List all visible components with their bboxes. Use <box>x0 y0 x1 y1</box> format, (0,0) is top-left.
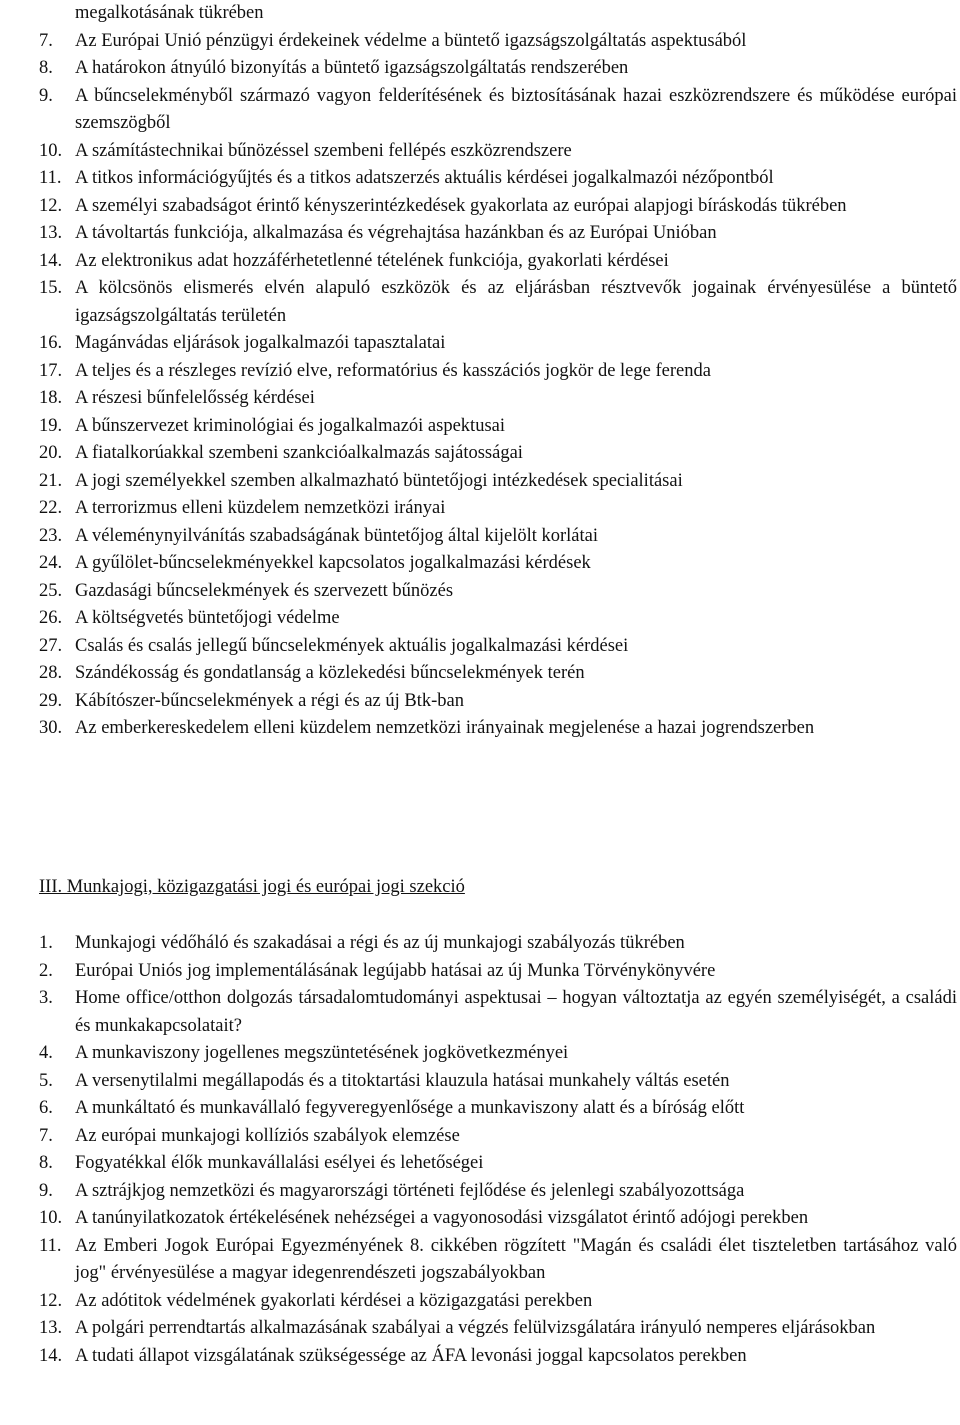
list-item <box>0 275 960 330</box>
list-item <box>0 468 960 496</box>
list-item <box>0 715 960 743</box>
list-item <box>0 1095 960 1123</box>
item-text: A részesi bűnfelelősség kérdései <box>75 388 315 408</box>
item-text: A jogi személyekkel szemben alkalmazható büntetőjogi intézkedések specialitásai <box>75 470 683 491</box>
item-number: 14. <box>39 1345 63 1366</box>
list-item <box>0 440 960 468</box>
continuation-line: megalkotásának tükrében <box>75 3 264 23</box>
item-text: A távoltartás funkciója, alkalmazása és végrehajtása hazánkban és az Európai Unióban <box>75 223 717 243</box>
item-text: A határokon átnyúló bizonyítás a büntető igazságszolgáltatás rendszerében <box>75 58 629 78</box>
list-item <box>0 985 960 1040</box>
item-text: Fogyatékkal élők munkavállalási esélyei és lehetőségei <box>75 1153 484 1173</box>
item-number: 2. <box>39 960 53 981</box>
item-number: 11. <box>39 1235 62 1256</box>
item-number: 12. <box>39 195 63 216</box>
item-number: 27. <box>39 635 63 656</box>
item-text: Az elektronikus adat hozzáférhetetlenné tételének funkciója, gyakorlati kérdései <box>75 250 669 271</box>
list-item <box>0 930 960 958</box>
list-item <box>0 1288 960 1316</box>
item-number: 23. <box>39 525 63 546</box>
item-text: A terrorizmus elleni küzdelem nemzetközi irányai <box>75 498 446 518</box>
list-item <box>0 413 960 441</box>
topic-list-labour-admin-eu <box>0 930 960 1370</box>
item-text: A számítástechnikai bűnözéssel szembeni fellépés eszközrendszere <box>75 140 572 161</box>
list-item <box>0 1123 960 1151</box>
list-item <box>0 1205 960 1233</box>
item-number: 18. <box>39 388 63 408</box>
item-text: A munkaviszony jogellenes megszüntetésének jogkövetkezményei <box>75 1043 569 1063</box>
item-number: 28. <box>39 663 63 683</box>
list-item <box>0 220 960 248</box>
list-item <box>0 1315 960 1343</box>
item-text: A személyi szabadságot érintő kényszerintézkedések gyakorlata az európai alapjogi bíráskodás tükrében <box>75 195 847 216</box>
item-text: A versenytilalmi megállapodás és a titoktartási klauzula hatásai munkahely váltás esetén <box>75 1070 730 1091</box>
list-item <box>0 1233 960 1288</box>
item-number: 7. <box>39 30 53 51</box>
list-item <box>0 1068 960 1096</box>
item-number: 24. <box>39 553 63 573</box>
item-number: 5. <box>39 1070 53 1091</box>
item-text: Az adótitok védelmének gyakorlati kérdései a közigazgatási perekben <box>75 1290 593 1311</box>
item-number: 10. <box>39 1208 63 1228</box>
item-text: Csalás és csalás jellegű bűncselekmények aktuális jogalkalmazási kérdései <box>75 635 629 656</box>
list-item <box>0 958 960 986</box>
item-text: A teljes és a részleges revízió elve, reformatórius és kasszációs jogkör de lege ferenda <box>75 360 711 381</box>
list-item <box>0 495 960 523</box>
item-text: Munkajogi védőháló és szakadásai a régi és az új munkajogi szabályozás tükrében <box>75 933 685 953</box>
item-number: 8. <box>39 58 53 78</box>
item-text: Kábítószer-bűncselekmények a régi és az új Btk-ban <box>75 690 465 711</box>
item-number: 17. <box>39 360 63 381</box>
list-item <box>0 1343 960 1371</box>
item-text: A kölcsönös elismerés elvén alapuló eszközök és az eljárásban résztvevők jogainak érvényesülése a büntető igazságszolgáltatás területén <box>75 278 957 326</box>
item-number: 1. <box>39 933 53 953</box>
item-text: A titkos információgyűjtés és a titkos adatszerzés aktuális kérdései jogalkalmazói nézőpontból <box>75 168 774 188</box>
list-item <box>0 1040 960 1068</box>
item-number: 11. <box>39 168 62 188</box>
item-text: Az Európai Unió pénzügyi érdekeinek védelme a büntető igazságszolgáltatás aspektusából <box>75 30 747 51</box>
section-title: III. Munkajogi, közigazgatási jogi és európai jogi szekció <box>39 877 465 897</box>
list-item <box>0 578 960 606</box>
item-text: A gyűlölet-bűncselekményekkel kapcsolatos jogalkalmazási kérdések <box>75 553 591 573</box>
item-text: Gazdasági bűncselekmények és szervezett bűnözés <box>75 580 454 601</box>
item-number: 4. <box>39 1043 53 1063</box>
item-number: 15. <box>39 278 63 298</box>
list-item <box>0 523 960 551</box>
item-text: Szándékosság és gondatlanság a közlekedési bűncselekmények terén <box>75 663 585 683</box>
list-item <box>0 633 960 661</box>
item-number: 14. <box>39 250 63 271</box>
list-item <box>0 138 960 166</box>
item-number: 30. <box>39 718 63 738</box>
list-item <box>0 248 960 276</box>
item-number: 19. <box>39 415 63 436</box>
list-item <box>0 1150 960 1178</box>
item-number: 20. <box>39 443 63 463</box>
item-number: 25. <box>39 580 63 601</box>
item-number: 6. <box>39 1098 53 1118</box>
list-item <box>0 1178 960 1206</box>
item-text: Az emberkereskedelem elleni küzdelem nemzetközi irányainak megjelenése a hazai jogrendszerben <box>75 718 815 738</box>
item-text: A munkáltató és munkavállaló fegyveregyenlősége a munkaviszony alatt és a bíróság előtt <box>75 1098 745 1118</box>
item-text: A bűnszervezet kriminológiai és jogalkalmazói aspektusai <box>75 415 505 436</box>
item-number: 22. <box>39 498 63 518</box>
item-number: 21. <box>39 470 63 491</box>
item-text: Az Emberi Jogok Európai Egyezményének 8. cikkében rögzített "Magán és családi élet tiszteletben tartásához való jog" érvényesülése a magyar idegenrendészeti jogszabályokban <box>75 1235 957 1283</box>
item-number: 29. <box>39 690 63 711</box>
item-number: 10. <box>39 140 63 161</box>
list-item <box>0 550 960 578</box>
list-item <box>0 83 960 138</box>
item-text: Magánvádas eljárások jogalkalmazói tapasztalatai <box>75 333 446 353</box>
item-number: 9. <box>39 85 53 106</box>
list-item <box>0 660 960 688</box>
item-text: A bűncselekményből származó vagyon felderítésének és biztosításának hazai eszközrendszere és működése európai szemszögből <box>75 85 957 133</box>
item-text: A tanúnyilatkozatok értékelésének nehézségei a vagyonosodási vizsgálatot érintő adójogi perekben <box>75 1208 809 1228</box>
list-item <box>0 385 960 413</box>
item-text: A tudati állapot vizsgálatának szükségessége az ÁFA levonási joggal kapcsolatos perekben <box>75 1345 747 1366</box>
list-item <box>0 165 960 193</box>
item-number: 26. <box>39 608 63 628</box>
list-item <box>0 193 960 221</box>
item-number: 9. <box>39 1180 53 1201</box>
item-number: 3. <box>39 988 53 1008</box>
item-text: Európai Uniós jog implementálásának legújabb hatásai az új Munka Törvénykönyvére <box>75 960 716 981</box>
list-item <box>0 330 960 358</box>
item-number: 8. <box>39 1153 53 1173</box>
item-text: Az európai munkajogi kollíziós szabályok elemzése <box>75 1125 460 1146</box>
item-number: 12. <box>39 1290 63 1311</box>
item-number: 7. <box>39 1125 53 1146</box>
list-item <box>0 28 960 56</box>
list-item <box>0 688 960 716</box>
list-item <box>0 605 960 633</box>
item-text: A fiatalkorúakkal szembeni szankcióalkalmazás sajátosságai <box>75 443 523 463</box>
item-number: 13. <box>39 1318 63 1338</box>
item-number: 13. <box>39 223 63 243</box>
item-text: A költségvetés büntetőjogi védelme <box>75 608 340 628</box>
list-item <box>0 358 960 386</box>
list-item <box>0 55 960 83</box>
item-text: A polgári perrendtartás alkalmazásának szabályai a végzés felülvizsgálatára irányuló nemperes eljárásokban <box>75 1318 876 1338</box>
item-text: A véleménynyilvánítás szabadságának büntetőjog által kijelölt korlátai <box>75 525 598 546</box>
item-number: 16. <box>39 333 63 353</box>
item-text: A sztrájkjog nemzetközi és magyarországi történeti fejlődése és jelenlegi szabályozottsága <box>75 1180 745 1201</box>
item-text: Home office/otthon dolgozás társadalomtudományi aspektusai – hogyan változtatja az egyén személyiségét, a családi és munkakapcsolatait? <box>75 988 957 1036</box>
